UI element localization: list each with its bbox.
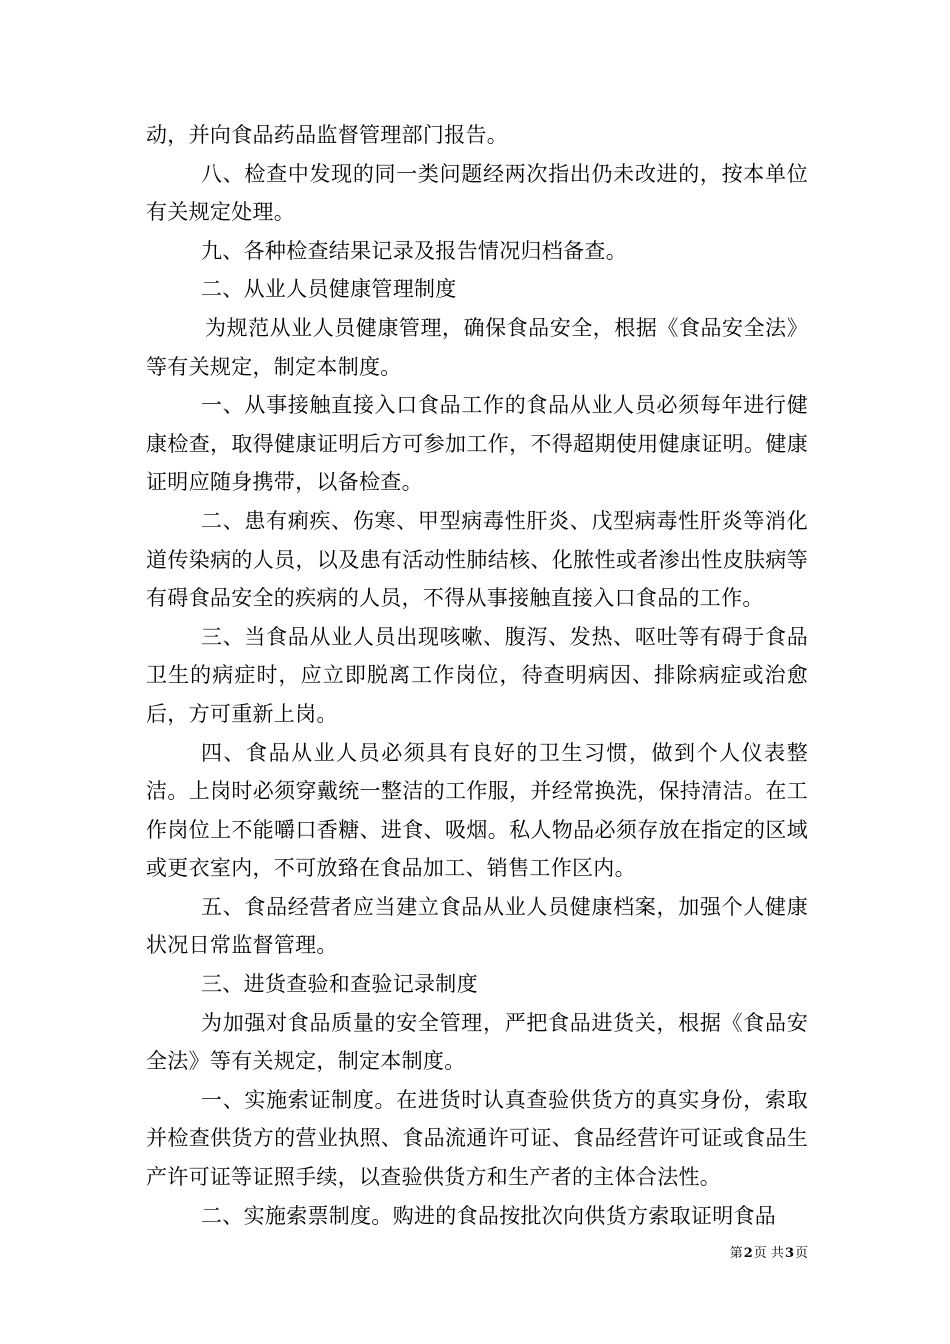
paragraph: 为加强对食品质量的安全管理，严把食品进货关，根据《食品安全法》等有关规定，制定本制度。 — [146, 1010, 808, 1074]
section-heading: 三、进货查验和查验记录制度 — [201, 972, 478, 997]
footer-suffix: 页 — [794, 1246, 808, 1261]
page-footer — [730, 1245, 808, 1263]
section-heading: 二、从业人员健康管理制度 — [201, 277, 457, 302]
paragraph: 为规范从业人员健康管理，确保食品安全，根据《食品安全法》等有关规定，制定本制度。 — [146, 315, 808, 379]
paragraph: 动，并向食品药品监督管理部门报告。 — [146, 123, 509, 147]
paragraph: 四、食品从业人员必须具有良好的卫生习惯，做到个人仪表整洁。上岗时必须穿戴统一整洁的工作服，并经常换洗，保持清洁。在工作岗位上不能嚼口香糖、进食、吸烟。私人物品必须存放在指定的区域或更衣室内，不可放臵在食品加工、销售工作区内。 — [146, 740, 808, 881]
footer-prefix: 第 — [729, 1246, 743, 1261]
total-pages-number: 3 — [784, 1246, 794, 1261]
current-page-number: 2 — [743, 1246, 753, 1261]
paragraph: 一、从事接触直接入口食品工作的食品从业人员必须每年进行健康检查，取得健康证明后方可参加工作，不得超期使用健康证明。健康证明应随身携带，以备检查。 — [146, 393, 808, 495]
paragraph: 八、检查中发现的同一类问题经两次指出仍未改进的，按本单位有关规定处理。 — [146, 161, 808, 225]
paragraph: 一、实施索证制度。在进货时认真查验供货方的真实身份，索取并检查供货方的营业执照、食品流通许可证、食品经营许可证或食品生产许可证等证照手续，以查验供货方和生产者的主体合法性。 — [146, 1087, 808, 1190]
paragraph: 二、实施索票制度。购进的食品按批次向供货方索取证明食品 — [201, 1203, 777, 1228]
paragraph: 二、患有痢疾、伤寒、甲型病毒性肝炎、戊型病毒性肝炎等消化道传染病的人员，以及患有活动性肺结核、化脓性或者渗出性皮肤病等有碍食品安全的疾病的人员，不得从事接触直接入口食品的工作。 — [146, 508, 808, 611]
paragraph: 五、食品经营者应当建立食品从业人员健康档案，加强个人健康状况日常监督管理。 — [146, 894, 808, 958]
footer-middle: 页 共 — [753, 1246, 784, 1261]
paragraph: 九、各种检查结果记录及报告情况归档备查。 — [201, 238, 627, 263]
document-body — [146, 116, 808, 1235]
paragraph: 三、当食品从业人员出现咳嗽、腹泻、发热、呕吐等有碍于食品卫生的病症时，应立即脱离工作岗位，待查明病因、排除病症或治愈后，方可重新上岗。 — [146, 624, 808, 726]
